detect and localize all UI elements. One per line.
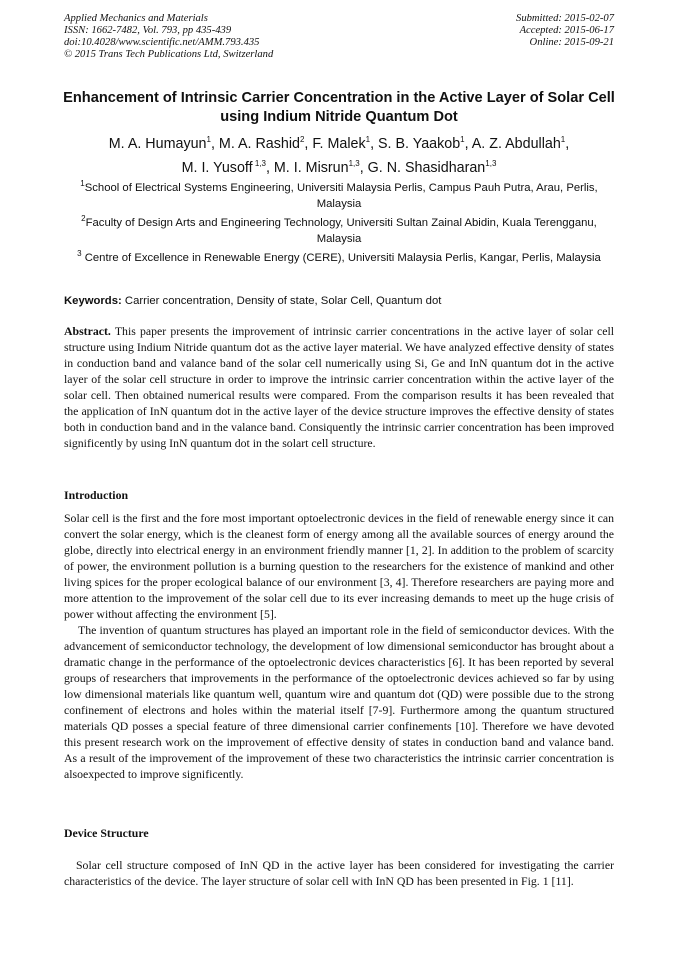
abstract-label: Abstract.	[64, 324, 111, 338]
abstract	[64, 323, 614, 451]
introduction-heading: Introduction	[64, 488, 129, 502]
journal-issn: ISSN: 1662-7482, Vol. 793, pp 435-439	[64, 25, 232, 36]
affiliation-3: $^3$ Centre of Excellence in Renewable Energy (CERE), Universiti Malaysia Perlis, Kangar, Perlis, Malaysia	[77, 249, 601, 264]
author: M. A. Humayun$^1$	[108, 135, 211, 152]
device-structure-heading: Device Structure	[64, 826, 149, 840]
author: M. A. Rashid$^2$	[218, 135, 305, 152]
author: M. I. Misrun$^{1,3}$	[273, 158, 360, 176]
online-date: Online: 2015-09-21	[529, 37, 614, 48]
paper-title: Enhancement of Intrinsic Carrier Concentration in the Active Layer of Solar Cell using Indium Nitride Quantum Dot	[63, 90, 615, 125]
author: F. Malek$^1$	[312, 135, 371, 152]
affiliation-1: $^1$School of Electrical Systems Engineering, Universiti Malaysia Perlis, Campus Pauh Putra, Arau, Perlis, Malaysia	[80, 179, 598, 210]
keywords-text: Carrier concentration, Density of state, Solar Cell, Quantum dot	[121, 295, 442, 307]
introduction-body	[64, 510, 614, 782]
author: S. B. Yaakob$^1$	[378, 135, 465, 152]
paragraph: The invention of quantum structures has played an important role in the field of semiconductor devices. With the advancement of semiconductor technology, the development of low dimensional semiconductor has brought about a dramatic change in the performance of the optoelectronic devices characteristics [6]. It has been reported by several groups of researchers that improvements in the performance of the optoelectronic devices achieved so far by using low dimensional materials like quantum well, quantum wire and quantum dot (QD) were possible due to the strong confinement of electrons and holes within the material itself [7-9]. Furthermore among the quantum structured materials QD posses a special feature of three dimensional carrier confinements [10]. Therefore we have devoted this present research work on the improvement of effective density of states in conduction band and valance band. As a result of the improvement of the improvement of these two characteristics the intrinsic carrier concentration is alsoexpected to improve significently.	[64, 623, 614, 781]
device-structure-body	[64, 857, 614, 889]
abstract-text: This paper presents the improvement of intrinsic carrier concentrations in the active layer of solar cell structure using Indium Nitride quantum dot as the active layer material. We have analyzed effective density of states in conduction band and valance band of the solar cell numerically using Si, Ge and InN quantum dot in the active layer of the solar cell structure in order to improve the intrinsic carrier concentration within the active layer of the solar cell. Then obtained numerical results were compared. From the comparison results it has been revealed that the application of InN quantum dot in the active layer of the device structure improves the effective density of states both in conduction band and in the valance band. Consiquently the intrinsic carrier concentration has been improved significently by using InN quantum dot in the solart cell structure.	[64, 324, 614, 450]
publication-dates	[516, 13, 614, 49]
journal-info	[64, 13, 273, 61]
journal-doi: doi:10.4028/www.scientific.net/AMM.793.435	[64, 37, 260, 48]
keywords	[64, 293, 616, 309]
accepted-date: Accepted: 2015-06-17	[519, 25, 614, 36]
paragraph: Solar cell is the first and the fore most important optoelectronic devices in the field of renewable energy since it can convert the solar energy, which is the cleanest form of energy among all the available sources of energy around the globe, directly into electrical energy in an environment friendly manner [1, 2]. In addition to the problem of scarcity of power, the environment pollution is a burning question to the researchers for the existence of mankind and other living spices for the proper ecological balance of our environment [3, 4]. Therefore researchers are paying more and more attention to the improvement of the solar cell due to its ever increasing demands to meet up the huge crisis of power without affecting the environment [5].	[64, 511, 614, 621]
affiliation-2: $^2$Faculty of Design Arts and Engineering Technology, Universiti Sultan Zainal Abidin, Kuala Terengganu, Malaysia	[81, 214, 597, 245]
author: G. N. Shasidharan$^{1,3}$	[367, 158, 497, 176]
author: A. Z. Abdullah$^1$	[471, 135, 566, 152]
journal-copyright: © 2015 Trans Tech Publications Ltd, Switzerland	[64, 49, 274, 60]
submitted-date: Submitted: 2015-02-07	[516, 13, 614, 24]
author: M. I. Yusoff $^{1,3}$	[181, 158, 266, 176]
paragraph: Solar cell structure composed of InN QD in the active layer has been considered for investigating the carrier characteristics of the device. The layer structure of solar cell with InN QD has been presented in Fig. 1 [11].	[64, 858, 614, 888]
journal-name: Applied Mechanics and Materials	[64, 13, 208, 24]
author-list: M. A. Humayun$^1$, M. A. Rashid$^2$, F. Malek$^1$, S. B. Yaakob$^1$, A. Z. Abdullah$^1$, M. I. Yusoff $^{1,3}$, M. I. Misrun$^{1,3}$, G. N. Shasidharan$^{1,3}$	[108, 135, 570, 176]
keywords-label: Keywords:	[64, 295, 122, 307]
